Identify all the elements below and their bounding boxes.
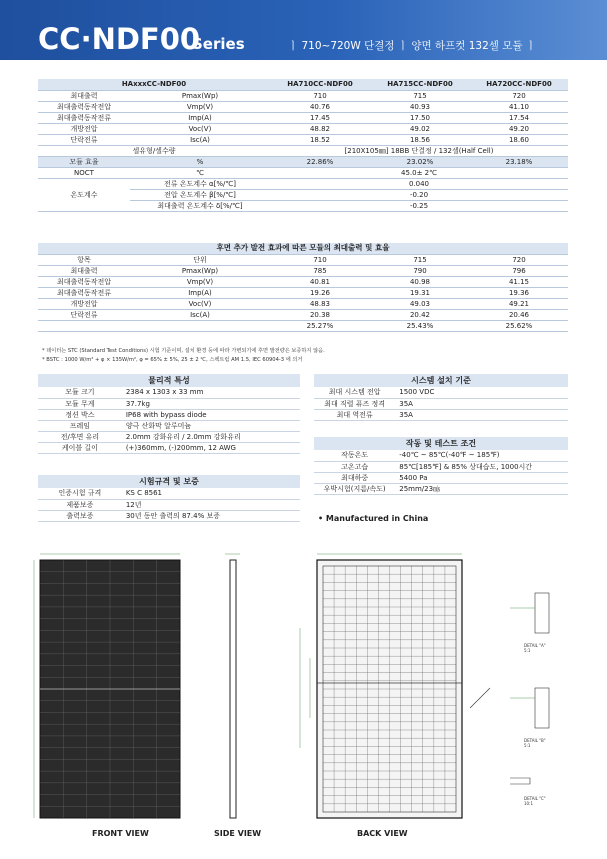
page-header xyxy=(0,0,607,60)
spec-header-710: HA710CC-NDF00 xyxy=(287,80,353,89)
noct-label: NOCT xyxy=(74,168,94,177)
certs-row xyxy=(38,510,300,521)
spec-cell: 49.20 xyxy=(508,124,530,133)
physical-value: IP68 with bypass diode xyxy=(125,410,207,419)
certs-row xyxy=(38,499,300,510)
noct-value: 45.0± 2℃ xyxy=(401,168,437,177)
rear-cell: 최대출력동작전류 xyxy=(56,288,112,297)
rear-cell: 20.38 xyxy=(309,310,331,319)
spec-cell: 17.54 xyxy=(508,113,530,122)
rear-row xyxy=(38,287,568,298)
series-subtitle: ㅣ 710~720W 단결정 ㅣ 양면 하프컷 132셀 모듈 ㅣ xyxy=(288,40,537,52)
rear-cell: 19.26 xyxy=(309,288,331,297)
spec-cell: Imp(A) xyxy=(188,113,212,122)
rear-row xyxy=(38,276,568,287)
spec-cell: 최대출력동작전류 xyxy=(56,113,112,122)
operating-row xyxy=(314,483,568,494)
rear-row xyxy=(38,309,568,320)
rear-cell: 20.42 xyxy=(409,310,431,319)
temp-coef-name: 전류 온도계수 α[%/℃] xyxy=(164,179,236,188)
rear-cell: Imp(A) xyxy=(188,288,212,297)
spec-cell: 18.60 xyxy=(508,135,530,144)
spec-cell: 715 xyxy=(413,91,427,100)
rear-cell: 41.15 xyxy=(508,277,530,286)
certs-value: KS C 8561 xyxy=(125,489,163,498)
efficiency-unit: % xyxy=(196,157,204,166)
certs-key: 출력보증 xyxy=(66,511,94,520)
physical-key: 정션 박스 xyxy=(65,410,95,419)
operating-value: 85℃[185℉] & 85% 상대습도, 1000시간 xyxy=(399,462,533,471)
operating-row xyxy=(314,472,568,483)
physical-box xyxy=(38,374,300,454)
spec-cell: Isc(A) xyxy=(190,135,210,144)
physical-value: 2.0mm 강화유리 / 2.0mm 강화유리 xyxy=(125,432,241,441)
spec-row xyxy=(38,90,568,101)
spec-cell: 48.82 xyxy=(309,124,331,133)
rear-row xyxy=(38,298,568,309)
physical-value: (+)360mm, (-)200mm, 12 AWG xyxy=(125,443,236,452)
physical-key: 케이블 길이 xyxy=(61,443,98,452)
rear-head-710: 710 xyxy=(313,255,327,264)
operating-value: 25mm/23㎧ xyxy=(399,484,441,493)
noct-row xyxy=(38,167,568,178)
physical-row xyxy=(38,431,300,442)
rear-cell: 49.21 xyxy=(508,299,530,308)
physical-value: 양극 산화막 알루미늄 xyxy=(125,421,192,430)
system-key: 최대 시스템 전압 xyxy=(328,388,381,397)
rear-row xyxy=(38,265,568,276)
temp-coef-name: 최대출력 온도계수 δ[%/℃] xyxy=(157,201,243,210)
rear-cell xyxy=(38,320,130,331)
spec-row xyxy=(38,112,568,123)
system-key: 최대 역전류 xyxy=(336,410,373,419)
series-title: CC·NDF00 xyxy=(38,22,201,56)
certs-table xyxy=(38,488,300,522)
side-view-drawing xyxy=(225,554,240,818)
system-value: 35A xyxy=(399,410,413,419)
spec-cell: 최대출력 xyxy=(70,91,98,100)
back-view-drawing xyxy=(300,554,490,818)
note-bstc: * BSTC : 1000 W/m² + φ × 135W/m², φ = 65% ± 5%, 25 ± 2 ℃, 스펙트럼 AM 1.5, IEC 60904-3 에 의거 xyxy=(42,357,303,363)
rear-cell: 19.31 xyxy=(409,288,431,297)
physical-table xyxy=(38,387,300,454)
rear-cell: 796 xyxy=(512,266,526,275)
physical-row xyxy=(38,398,300,409)
spec-header-model: HAxxxCC-NDF00 xyxy=(121,80,187,89)
efficiency-label: 모듈 효율 xyxy=(69,157,99,166)
physical-row xyxy=(38,420,300,431)
rear-cell: 25.62% xyxy=(505,321,533,330)
physical-row xyxy=(38,442,300,453)
rear-cell: 25.43% xyxy=(406,321,434,330)
spec-cell: Vmp(V) xyxy=(186,102,214,111)
physical-key: 모듈 무게 xyxy=(65,399,95,408)
rear-cell xyxy=(130,320,270,331)
physical-key: 전/후면 유리 xyxy=(60,432,100,441)
rear-head-unit: 단위 xyxy=(193,255,207,264)
rear-title: 후면 추가 발전 효과에 따른 모듈의 최대출력 및 효율 xyxy=(216,243,390,253)
spec-cell: Pmax(Wp) xyxy=(181,91,219,100)
rear-cell: Voc(V) xyxy=(188,299,212,308)
rear-cell: Vmp(V) xyxy=(186,277,214,286)
rear-gain-table xyxy=(38,243,568,332)
temp-coef-name: 전압 온도계수 β[%/℃] xyxy=(164,190,236,199)
certs-value: 30년 동안 출력의 87.4% 보증 xyxy=(125,511,220,520)
system-table xyxy=(314,387,568,421)
cell-type-label: 셀유형/셀수량 xyxy=(132,146,176,155)
rear-head-item: 항목 xyxy=(77,255,91,264)
rear-head-715: 715 xyxy=(413,255,427,264)
operating-value: 5400 Pa xyxy=(399,473,428,482)
rear-cell: 최대출력 xyxy=(70,266,98,275)
rear-cell: 40.98 xyxy=(409,277,431,286)
system-value: 1500 VDC xyxy=(399,388,435,397)
operating-row xyxy=(314,461,568,472)
certs-value: 12년 xyxy=(125,500,142,509)
certs-title: 시험규격 및 보증 xyxy=(38,475,300,488)
spec-row xyxy=(38,123,568,134)
operating-title: 작동 및 테스트 조건 xyxy=(314,437,568,450)
physical-key: 프레임 xyxy=(69,421,91,430)
system-row xyxy=(314,387,568,398)
efficiency-row xyxy=(38,156,568,167)
rear-cell: 785 xyxy=(313,266,327,275)
manufactured-note: • Manufactured in China xyxy=(318,514,429,523)
rear-cell: 20.46 xyxy=(508,310,530,319)
operating-table xyxy=(314,450,568,495)
rear-cell: 단락전류 xyxy=(70,310,98,319)
efficiency-710: 22.86% xyxy=(306,157,334,166)
rear-cell: 790 xyxy=(413,266,427,275)
physical-row xyxy=(38,387,300,398)
operating-key: 고온고습 xyxy=(341,462,369,471)
physical-value: 37.7kg xyxy=(125,399,150,408)
front-view-label: FRONT VIEW xyxy=(92,829,149,838)
rear-cell: Isc(A) xyxy=(190,310,210,319)
system-value: 35A xyxy=(399,399,413,408)
spec-cell: 18.56 xyxy=(409,135,431,144)
operating-box xyxy=(314,437,568,495)
system-box xyxy=(314,374,568,421)
system-row xyxy=(314,409,568,420)
operating-key: 최대하중 xyxy=(341,473,369,482)
spec-cell: 40.76 xyxy=(309,102,331,111)
efficiency-715: 23.02% xyxy=(406,157,434,166)
rear-head-row xyxy=(38,254,568,265)
spec-header-row xyxy=(38,79,568,90)
spec-cell: 단락전류 xyxy=(70,135,98,144)
temp-coef-value: -0.25 xyxy=(409,201,429,210)
rear-cell: Pmax(Wp) xyxy=(181,266,219,275)
certs-row xyxy=(38,488,300,499)
rear-cell: 25.27% xyxy=(306,321,334,330)
spec-cell: Voc(V) xyxy=(188,124,212,133)
efficiency-720: 23.18% xyxy=(505,157,533,166)
note-stc: * 데이터는 STC (Standard Test Conditions) 시험 기준이며, 설치 환경 등에 따라 가변되기에 후면 발전량은 보증하지 않음. xyxy=(42,348,325,354)
temp-coef-value: -0.20 xyxy=(409,190,429,199)
operating-key: 우박시험(지름/속도) xyxy=(323,484,386,493)
back-view-label: BACK VIEW xyxy=(357,829,408,838)
spec-cell: 49.02 xyxy=(409,124,431,133)
system-key: 최대 직렬 퓨즈 정격 xyxy=(324,399,386,408)
module-drawings xyxy=(30,548,607,828)
cell-type-row xyxy=(38,145,568,156)
physical-row xyxy=(38,409,300,420)
spec-cell: 최대출력동작전압 xyxy=(56,102,112,111)
spec-row xyxy=(38,101,568,112)
temp-coef-label: 온도계수 xyxy=(70,190,98,199)
rear-title-row xyxy=(38,243,568,254)
series-word: Series xyxy=(192,35,245,53)
system-title: 시스템 설치 기준 xyxy=(314,374,568,387)
spec-cell: 40.93 xyxy=(409,102,431,111)
operating-row xyxy=(314,450,568,461)
front-view-drawing xyxy=(34,554,180,818)
temp-row-1 xyxy=(38,178,568,189)
certs-key: 제품보증 xyxy=(66,500,94,509)
spec-cell: 17.50 xyxy=(409,113,431,122)
spec-cell: 720 xyxy=(512,91,526,100)
spec-cell: 개방전압 xyxy=(70,124,98,133)
spec-cell: 41.10 xyxy=(508,102,530,111)
physical-value: 2384 x 1303 x 33 mm xyxy=(125,388,204,397)
cell-type-value: [210X105㎜] 18BB 단결정 / 132셀(Half Cell) xyxy=(344,146,494,155)
detail-b-label: DETAIL "B" 5:1 xyxy=(524,738,546,748)
operating-value: -40℃ ~ 85℃(-40℉ ~ 185℉) xyxy=(399,451,500,460)
rear-cell: 48.83 xyxy=(309,299,331,308)
physical-key: 모듈 크기 xyxy=(65,388,95,397)
rear-cell: 49.03 xyxy=(409,299,431,308)
rear-head-720: 720 xyxy=(512,255,526,264)
noct-unit: ℃ xyxy=(196,168,204,177)
detail-drawings xyxy=(510,593,549,784)
temp-coef-value: 0.040 xyxy=(408,179,430,188)
rear-cell: 19.36 xyxy=(508,288,530,297)
detail-a-label: DETAIL "A" 5:1 xyxy=(524,643,546,653)
rear-cell: 개방전압 xyxy=(70,299,98,308)
physical-title: 물리적 특성 xyxy=(38,374,300,387)
electrical-spec-table xyxy=(38,79,568,212)
spec-header-715: HA715CC-NDF00 xyxy=(387,80,453,89)
system-row xyxy=(314,398,568,409)
spec-cell: 710 xyxy=(313,91,327,100)
spec-cell: 17.45 xyxy=(309,113,331,122)
side-view-label: SIDE VIEW xyxy=(214,829,262,838)
spec-header-720: HA720CC-NDF00 xyxy=(486,80,552,89)
rear-cell: 최대출력동작전압 xyxy=(56,277,112,286)
detail-c-label: DETAIL "C" 10:1 xyxy=(524,796,546,806)
rear-row xyxy=(38,320,568,331)
operating-key: 작동온도 xyxy=(341,451,369,460)
rear-cell: 40.81 xyxy=(309,277,331,286)
spec-row xyxy=(38,134,568,145)
certs-box xyxy=(38,475,300,522)
certs-key: 인증시험 규격 xyxy=(58,489,102,498)
spec-cell: 18.52 xyxy=(309,135,331,144)
